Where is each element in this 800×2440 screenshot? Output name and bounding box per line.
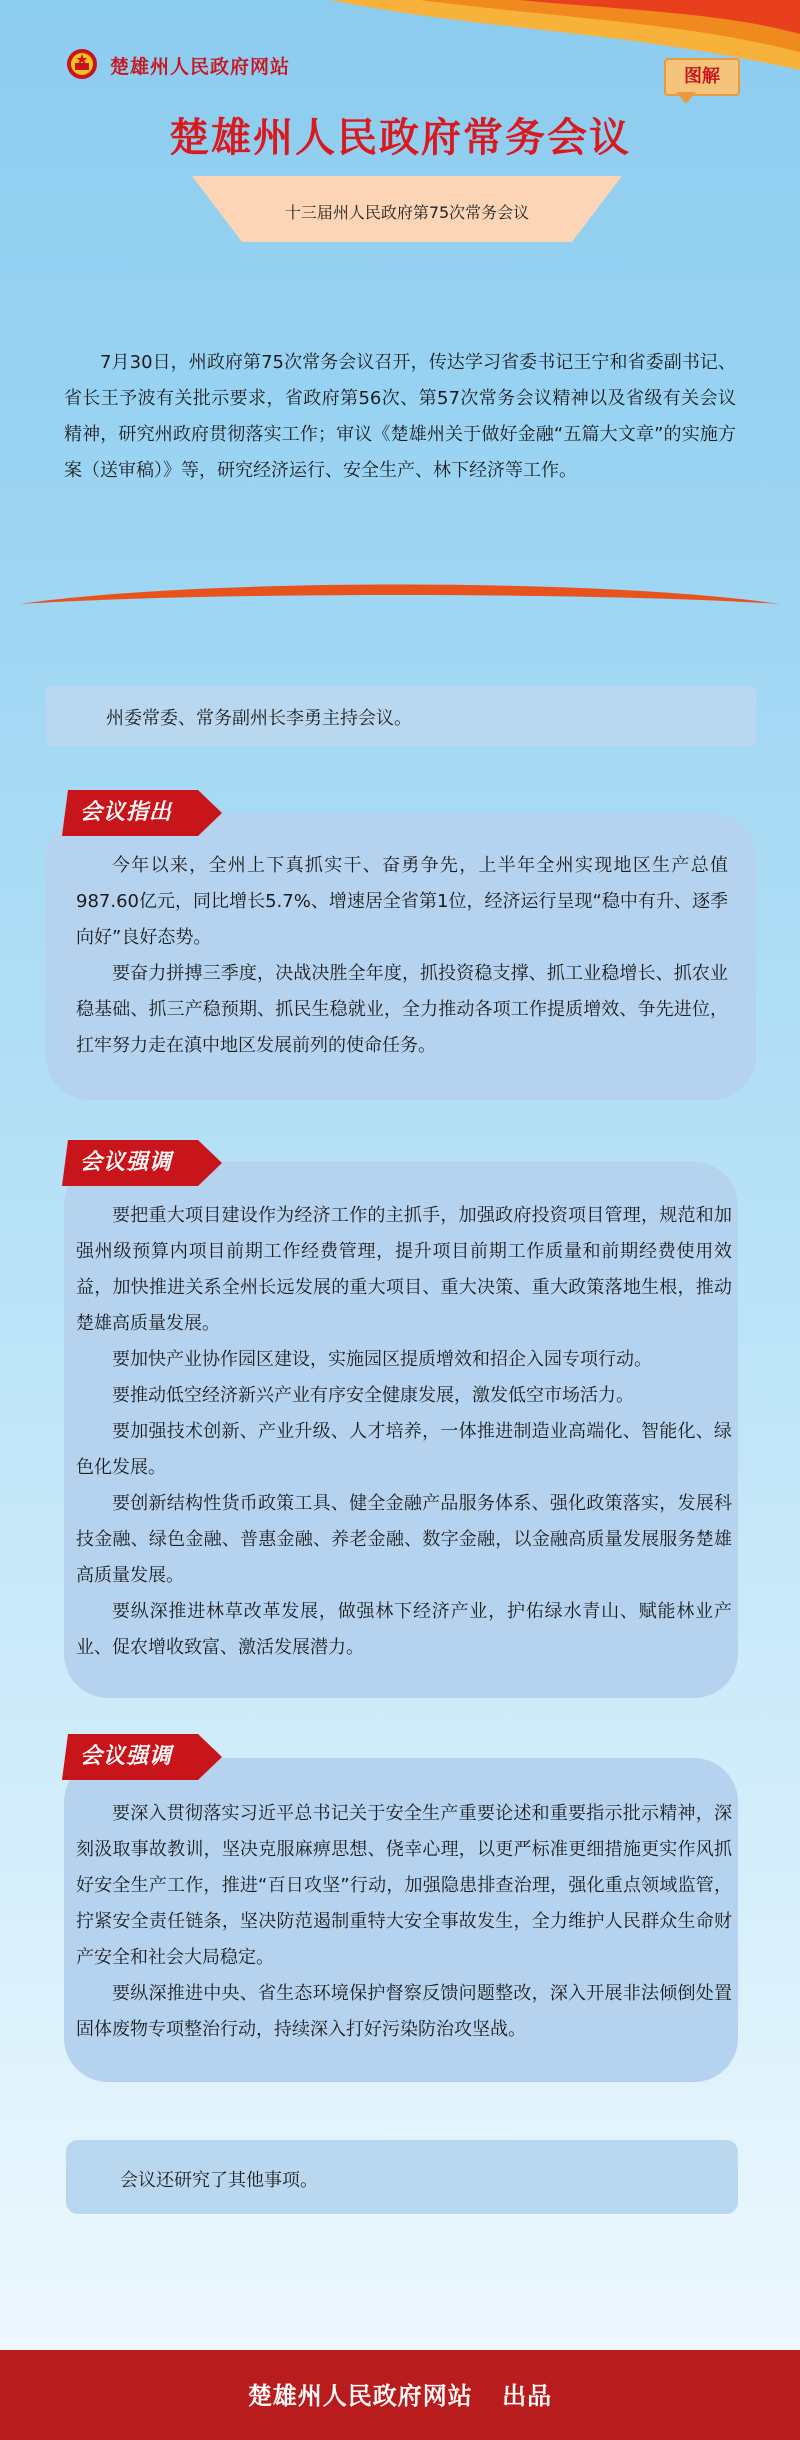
section-paragraph: 要推动低空经济新兴产业有序安全健康发展，激发低空市场活力。 [112, 1385, 634, 1406]
section-label-text: 会议强调 [80, 1744, 173, 1769]
emblem-icon [66, 48, 98, 80]
page-subtitle: 十三届州人民政府第75次常务会议 [284, 203, 530, 222]
host-text: 州委常委、常务副州长李勇主持会议。 [106, 708, 412, 729]
section-label [62, 1734, 222, 1780]
section-paragraph: 要加强技术创新、产业升级、人才培养，一体推进制造业高端化、智能化、绿色化发展。 [76, 1421, 732, 1478]
section-paragraph: 要深入贯彻落实习近平总书记关于安全生产重要论述和重要指示批示精神，深刻汲取事故教训，坚决克服麻痹思想、侥幸心理，以更严标准更细措施更实作风抓好安全生产工作，推进“百日攻坚”行动，加强隐患排查治理，强化重点领域监管，拧紧安全责任链条，坚决防范遏制重特大安全事故发生，全力维护人民群众生命财产安全和社会大局稳定。 [76, 1803, 732, 1968]
intro-paragraph: 7月30日，州政府第75次常务会议召开，传达学习省委书记王宁和省委副书记、省长王予波有关批示要求，省政府第56次、第57次常务会议精神以及省级有关会议精神，研究州政府贯彻落实工作；审议《楚雄州关于做好金融“五篇大文章”的实施方案（送审稿）》等，研究经济运行、安全生产、林下经济等工作。 [64, 352, 736, 481]
section-label [62, 1140, 222, 1186]
section-paragraph: 今年以来，全州上下真抓实干、奋勇争先，上半年全州实现地区生产总值987.60亿元，同比增长5.7%、增速居全省第1位，经济运行呈现“稳中有升、逐季向好”良好态势。 [76, 855, 728, 948]
section-label-text: 会议指出 [80, 800, 173, 825]
tag-pointer [676, 92, 696, 104]
section-body [76, 1796, 732, 2048]
section-label-text: 会议强调 [80, 1150, 173, 1175]
section-divider [0, 572, 800, 622]
section-paragraph: 要奋力拼搏三季度，决战决胜全年度，抓投资稳支撑、抓工业稳增长、抓农业稳基础、抓三产稳预期、抓民生稳就业，全力推动各项工作提质增效、争先进位，扛牢努力走在滇中地区发展前列的使命任务。 [76, 963, 728, 1056]
infographic-tag: 图解 [664, 58, 740, 96]
section-paragraph: 要把重大项目建设作为经济工作的主抓手，加强政府投资项目管理，规范和加强州级预算内项目前期工作经费管理，提升项目前期工作质量和前期经费使用效益，加快推进关系全州长远发展的重大项目、重大决策、重大政策落地生根，推动楚雄高质量发展。 [76, 1205, 732, 1334]
section-paragraph: 要创新结构性货币政策工具、健全金融产品服务体系、强化政策落实，发展科技金融、绿色金融、普惠金融、养老金融、数字金融，以金融高质量发展服务楚雄高质量发展。 [76, 1493, 732, 1586]
section-body [76, 1198, 732, 1666]
section-paragraph: 要加快产业协作园区建设，实施园区提质增效和招企入园专项行动。 [112, 1349, 652, 1370]
section-paragraph: 要纵深推进林草改革发展，做强林下经济产业，护佑绿水青山、赋能林业产业、促农增收致富、激活发展潜力。 [76, 1601, 732, 1658]
page-title: 楚雄州人民政府常务会议 [169, 115, 631, 161]
closing-note: 会议还研究了其他事项。 [120, 2170, 318, 2191]
section-paragraph: 要纵深推进中央、省生态环境保护督察反馈问题整改，深入开展非法倾倒处置固体废物专项整治行动，持续深入打好污染防治攻坚战。 [76, 1983, 732, 2040]
section-label [62, 790, 222, 836]
footer-credit: 楚雄州人民政府网站 出品 [247, 2382, 553, 2410]
site-name: 楚雄州人民政府网站 [110, 56, 291, 78]
section-body [76, 848, 728, 1064]
